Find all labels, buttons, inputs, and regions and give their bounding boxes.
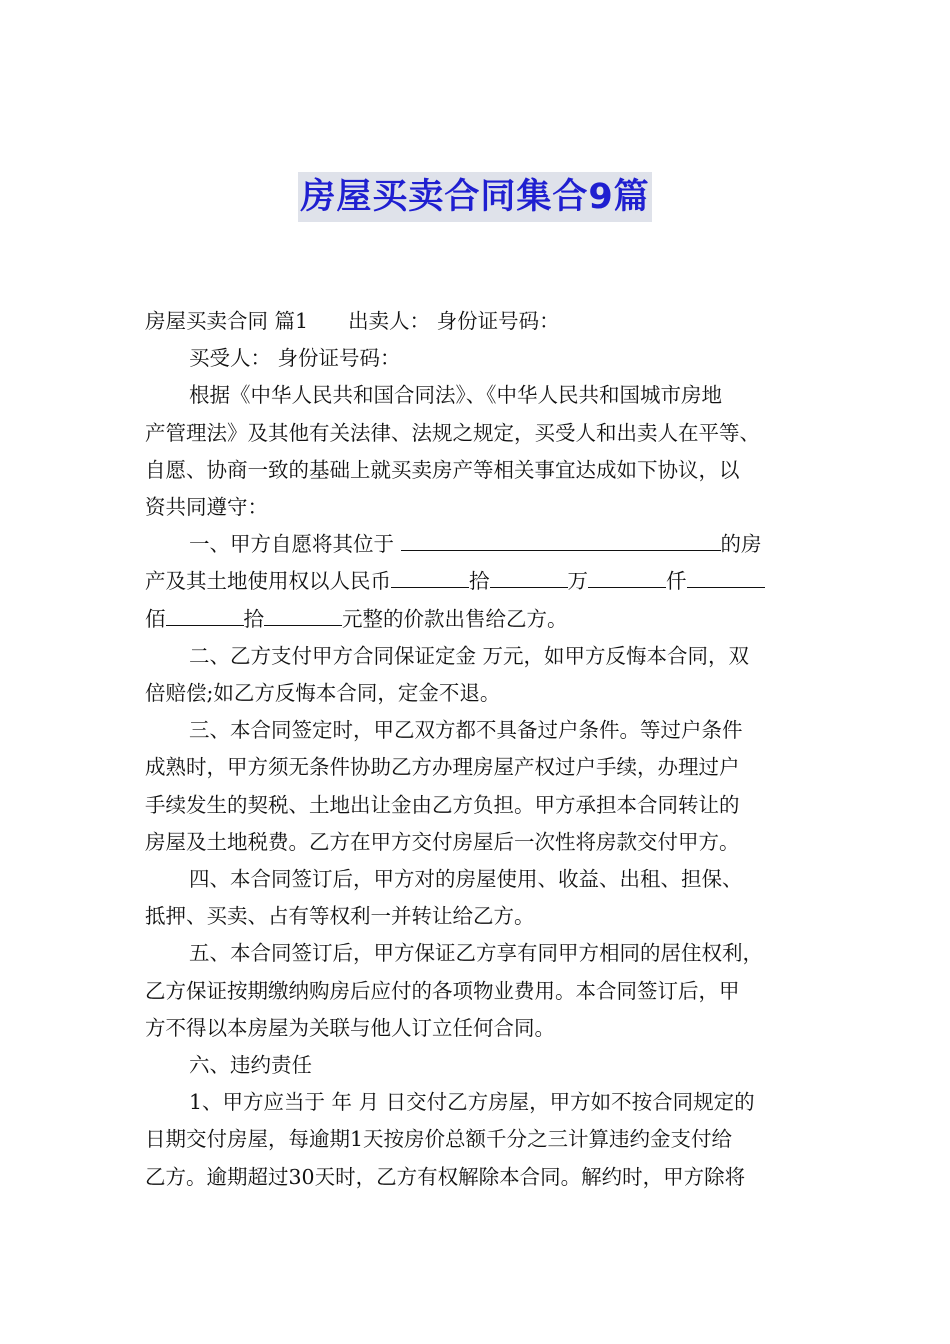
seller-line: 出卖人： 身份证号码： (348, 309, 560, 333)
title-text: 房屋买卖合同集合9篇 (298, 172, 651, 222)
clause-5-line-3: 方不得以本房屋为关联与他人订立任何合同。 (145, 1015, 555, 1040)
contract-number: 房屋买卖合同 篇1 (145, 309, 309, 333)
clause-1-line-2 (145, 563, 809, 600)
clause-5-line-1: 五、本合同签订后，甲方保证乙方享有同甲方相同的居住权利， (189, 941, 763, 966)
clause-6-heading: 六、违约责任 (189, 1053, 312, 1078)
contract-body (145, 303, 809, 1196)
price-unit-shi: 拾 (469, 569, 490, 594)
price-text-end: 元整的价款出售给乙方。 (342, 606, 568, 631)
clause-2-line-2: 倍赔偿;如乙方反悔本合同，定金不退。 (145, 681, 501, 706)
preamble-line-3: 自愿、协商一致的基础上就买卖房产等相关事宜达成如下协议，以 (145, 457, 740, 482)
clause-3-line-1: 三、本合同签定时，甲乙双方都不具备过户条件。等过户条件 (189, 718, 743, 743)
price-unit-wan: 万 (567, 569, 588, 594)
preamble-line-4: 资共同遵守： (145, 495, 268, 520)
buyer-line: 买受人： 身份证号码： (189, 346, 401, 371)
price-unit-qian: 仟 (666, 569, 687, 594)
clause-3-line-4: 房屋及土地税费。乙方在甲方交付房屋后一次性将房款交付甲方。 (145, 829, 740, 854)
clause-4-line-2: 抵押、买卖、占有等权利一并转让给乙方。 (145, 904, 535, 929)
contract-header-line (145, 303, 809, 340)
price-unit-shi-2: 拾 (243, 606, 264, 631)
preamble-line-2: 产管理法》及其他有关法律、法规之规定，买受人和出卖人在平等、 (145, 420, 760, 445)
preamble-line-1: 根据《中华人民共和国合同法》、《中华人民共和国城市房地 (189, 383, 722, 408)
price-blank-2 (490, 565, 568, 588)
price-blank-5 (166, 603, 244, 626)
clause-4-line-1: 四、本合同签订后，甲方对的房屋使用、收益、出租、担保、 (189, 867, 743, 892)
price-unit-bai: 佰 (145, 606, 166, 631)
location-blank (401, 528, 721, 551)
price-text-a: 产及其土地使用权以人民币 (145, 569, 391, 594)
clause-1-text-b: 的房 (720, 532, 762, 557)
clause-3-line-3: 手续发生的契税、土地出让金由乙方负担。甲方承担本合同转让的 (145, 792, 740, 817)
clause-6-1-line-1: 1、甲方应当于 年 月 日交付乙方房屋，甲方如不按合同规定的 (189, 1090, 755, 1115)
clause-1-text-a: 一、甲方自愿将其位于 (189, 532, 401, 557)
clause-1-line-1 (145, 526, 809, 563)
price-blank-4 (687, 565, 765, 588)
price-blank-6 (264, 603, 342, 626)
price-blank-3 (588, 565, 666, 588)
clause-3-line-2: 成熟时，甲方须无条件协助乙方办理房屋产权过户手续，办理过户 (145, 755, 740, 780)
clause-5-line-2: 乙方保证按期缴纳购房后应付的各项物业费用。本合同签订后，甲 (145, 978, 740, 1003)
clause-1-line-3 (145, 601, 809, 638)
document-title (0, 172, 950, 222)
clause-6-1-line-3: 乙方。逾期超过30天时，乙方有权解除本合同。解约时，甲方除将 (145, 1164, 746, 1189)
clause-2-line-1: 二、乙方支付甲方合同保证定金 万元，如甲方反悔本合同，双 (189, 643, 750, 668)
price-blank-1 (391, 565, 469, 588)
clause-6-1-line-2: 日期交付房屋，每逾期1天按房价总额千分之三计算违约金支付给 (145, 1127, 733, 1152)
